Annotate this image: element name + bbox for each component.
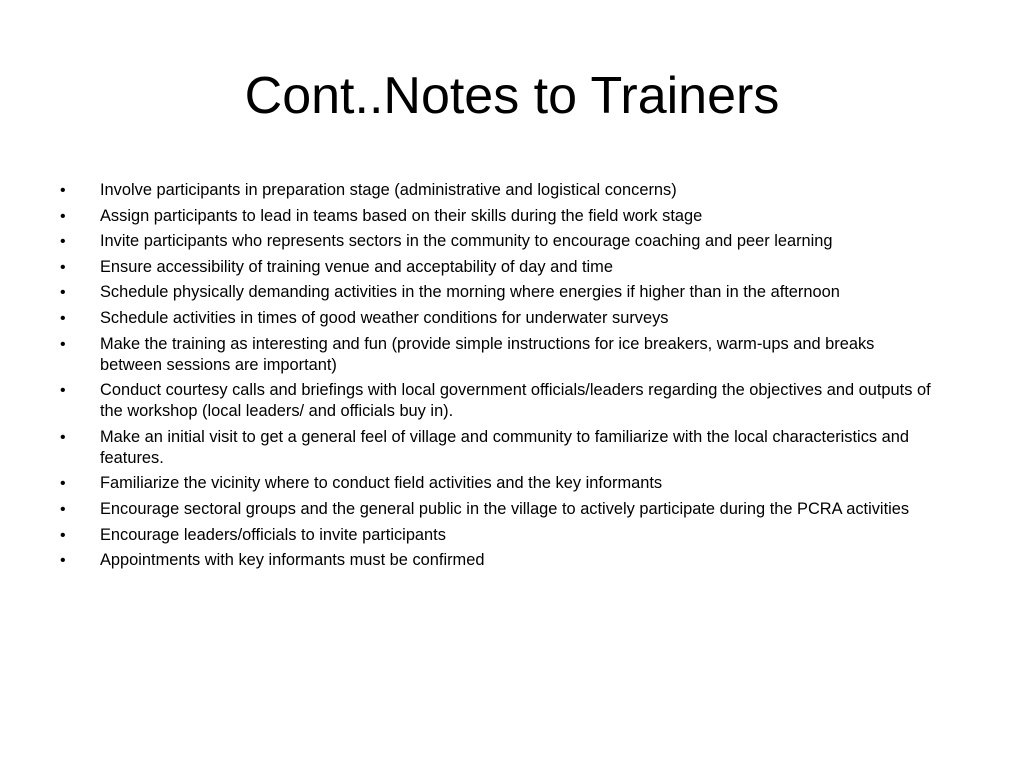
bullet-list xyxy=(60,180,940,576)
bullet-text: Familiarize the vicinity where to conduct field activities and the key informants xyxy=(100,474,663,493)
bullet-text: Appointments with key informants must be confirmed xyxy=(100,551,485,570)
bullet-icon: • xyxy=(60,284,66,302)
bullet-text: Make an initial visit to get a general feel of village and community to familiarize with the local characteristics and features. xyxy=(100,427,909,467)
bullet-icon: • xyxy=(60,233,66,251)
bullet-text: Invite participants who represents sectors in the community to encourage coaching and peer learning xyxy=(100,232,833,251)
bullet-icon: • xyxy=(60,428,66,446)
bullet-text: Encourage leaders/officials to invite participants xyxy=(100,525,446,544)
bullet-text: Schedule physically demanding activities in the morning where energies if higher than in the afternoon xyxy=(100,283,840,302)
bullet-icon: • xyxy=(60,182,66,199)
bullet-icon: • xyxy=(60,207,66,225)
bullet-icon: • xyxy=(60,475,66,493)
bullet-icon: • xyxy=(60,335,66,353)
bullet-icon: • xyxy=(60,526,66,544)
bullet-item xyxy=(60,525,940,546)
bullet-item xyxy=(60,180,940,201)
bullet-item xyxy=(60,206,940,227)
bullet-text: Ensure accessibility of training venue and acceptability of day and time xyxy=(100,257,613,276)
bullet-text: Make the training as interesting and fun (provide simple instructions for ice breakers, warm-ups and breaks between sessions are important) xyxy=(100,334,875,374)
bullet-item xyxy=(60,308,940,329)
bullet-item xyxy=(60,427,940,469)
bullet-text: Schedule activities in times of good weather conditions for underwater surveys xyxy=(100,308,669,327)
slide-title: Cont..Notes to Trainers xyxy=(244,67,780,125)
bullet-icon: • xyxy=(60,258,66,276)
bullet-item xyxy=(60,499,940,520)
bullet-item xyxy=(60,282,940,303)
bullet-icon: • xyxy=(60,552,66,570)
bullet-icon: • xyxy=(60,382,66,400)
bullet-item xyxy=(60,257,940,278)
bullet-text: Encourage sectoral groups and the general public in the village to actively participate during the PCRA activities xyxy=(100,499,910,518)
bullet-text: Assign participants to lead in teams based on their skills during the field work stage xyxy=(100,206,703,225)
bullet-item xyxy=(60,334,940,376)
bullet-item xyxy=(60,550,940,571)
bullet-item xyxy=(60,231,940,252)
bullet-text: Involve participants in preparation stage (administrative and logistical concerns) xyxy=(100,181,677,199)
bullet-item xyxy=(60,380,940,422)
bullet-icon: • xyxy=(60,500,66,518)
bullet-item xyxy=(60,473,940,494)
bullet-icon: • xyxy=(60,309,66,327)
bullet-text: Conduct courtesy calls and briefings with local government officials/leaders regarding the objectives and outputs of the workshop (local leaders/ and officials buy in). xyxy=(100,381,931,421)
